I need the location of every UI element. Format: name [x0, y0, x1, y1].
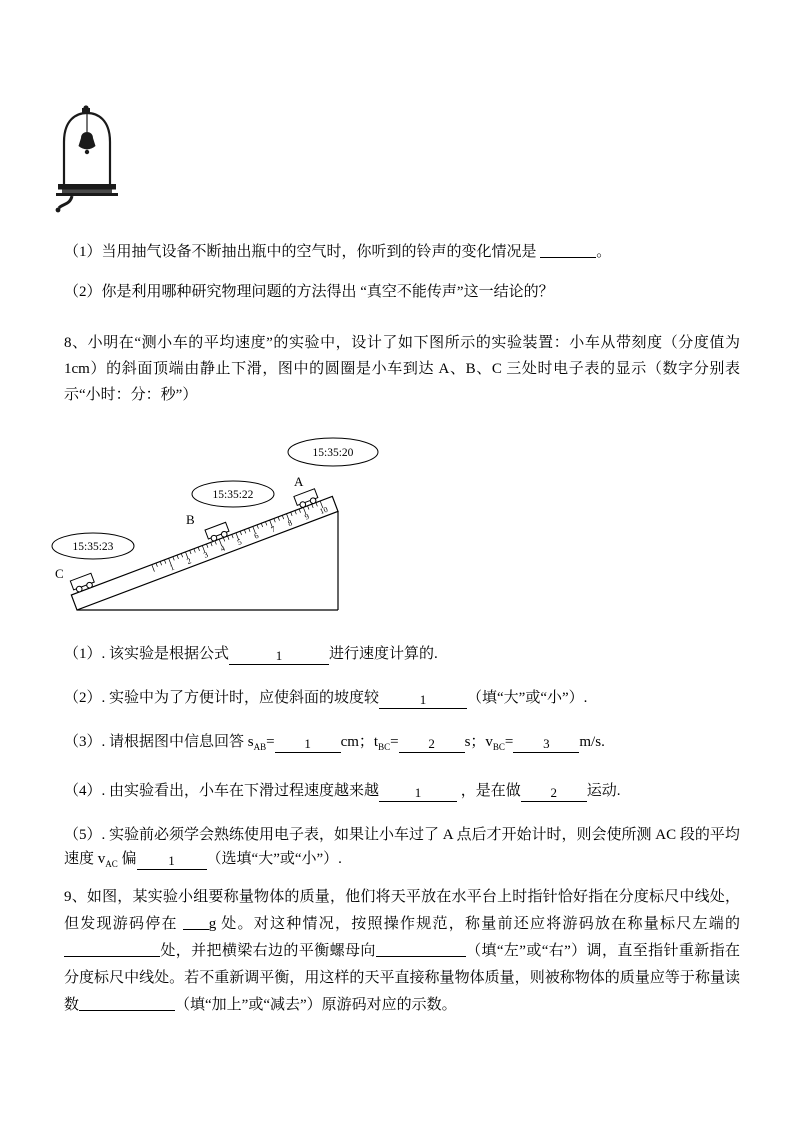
answer-blank[interactable]: 1 — [229, 648, 329, 665]
ruler-number: 9 — [303, 511, 311, 522]
point-label-b: B — [186, 512, 195, 527]
ruler-number: 7 — [269, 524, 277, 535]
point-label-a: A — [294, 474, 304, 489]
q8-part5-text: （5）. 实验前必须学会熟练使用电子表，如果让小车过了 A 点后才开始计时，则会使所测 AC 段的平均速度 $v_{AC}$ 偏 1 （选填“大”或“小”）. — [64, 827, 740, 869]
ruler-number: 8 — [286, 518, 294, 529]
ruler-number: 1 — [168, 562, 176, 573]
ruler-number: 10 — [318, 504, 330, 516]
answer-blank[interactable]: 1 — [379, 785, 457, 802]
subscript: BC — [492, 742, 505, 752]
question7-block — [64, 240, 740, 324]
time-c-text: 15:35:23 — [72, 541, 114, 553]
pump-tube — [56, 196, 72, 212]
answer-blank[interactable]: 1 — [137, 853, 207, 870]
time-a-text: 15:35:20 — [312, 447, 354, 459]
answer-blank[interactable]: 2 — [521, 785, 587, 802]
answer-blank[interactable]: 2 — [399, 736, 465, 753]
subscript: AC — [105, 859, 118, 869]
bell-icon — [79, 132, 96, 149]
q7-part2-text: （2）你是利用哪种研究物理问题的方法得出 “真空不能传声”这一结论的？ — [64, 284, 554, 300]
question9-block — [64, 884, 740, 1019]
subscript: AB — [253, 742, 267, 752]
bell-jar-top-fitting — [82, 105, 90, 113]
q8-part4-text: （4）. 由实验看出，小车在下滑过程速度越来越 1 ，是在做 2 运动. — [64, 783, 621, 800]
answer-blank[interactable] — [540, 241, 596, 258]
bell-clapper — [85, 150, 89, 154]
time-b-text: 15:35:22 — [212, 489, 254, 501]
point-label-c: C — [55, 566, 64, 581]
answer-blank[interactable]: 3 — [513, 736, 579, 753]
ruler-number: 2 — [185, 556, 193, 567]
answer-blank[interactable] — [64, 940, 160, 957]
q7-part1-text: （1）当用抽气设备不断抽出瓶中的空气时，你听到的铃声的变化情况是 。 — [64, 240, 740, 264]
ruler-number: 6 — [252, 530, 260, 541]
answer-blank[interactable] — [376, 940, 466, 957]
bell-jar-base — [56, 184, 118, 196]
answer-blank[interactable] — [183, 913, 209, 930]
q8-intro-text: 8、小明在“测小车的平均速度”的实验中，设计了如下图所示的实验装置：小车从带刻度（分度值为1cm）的斜面顶端由静止下滑，图中的圆圈是小车到达 A、B、C 三处时电子表的显示（数字分别表示“小时：分：秒”） — [64, 335, 740, 403]
answer-blank[interactable] — [79, 994, 175, 1011]
question8-intro-block — [64, 330, 740, 408]
ruler-number: 4 — [219, 543, 227, 554]
question8-parts-block — [64, 642, 754, 896]
ramp-experiment-diagram — [50, 432, 410, 634]
answer-blank[interactable]: 1 — [275, 736, 341, 753]
q9-text: 9、如图，某实验小组要称量物体的质量，他们将天平放在水平台上时指针恰好指在分度标尺中线处，但发现游码停在 g 处。对这种情况，按照操作规范，称量前还应将游码放在称量标尺左端的处，并把横梁右边的平衡螺母向 （填“左”或“右”）调，直至指针重新指在分度标尺中线处。若不重新调平衡，用这样的天平直接称量物体质量，则被称物体的质量应等于称量读数 （填“加上”或“减去”）原游码对应的示数。 — [64, 889, 740, 1013]
q8-part2-text: （2）. 实验中为了方便计时，应使斜面的坡度较 1 （填“大”或“小”）. — [64, 690, 588, 707]
q8-part3-text: （3）. 请根据图中信息回答 $s_{AB}= 1$ cm；$t_{BC}= 2$ s；$v_{BC}= 3$ m/s. — [64, 734, 605, 752]
bell-jar-figure — [50, 104, 126, 216]
ruler-number: 3 — [202, 549, 210, 560]
q8-part1-text: （1）. 该实验是根据公式 1 进行速度计算的. — [64, 646, 438, 663]
ruler-number: 5 — [236, 537, 243, 548]
answer-blank[interactable]: 1 — [379, 692, 467, 709]
subscript: BC — [378, 742, 391, 752]
